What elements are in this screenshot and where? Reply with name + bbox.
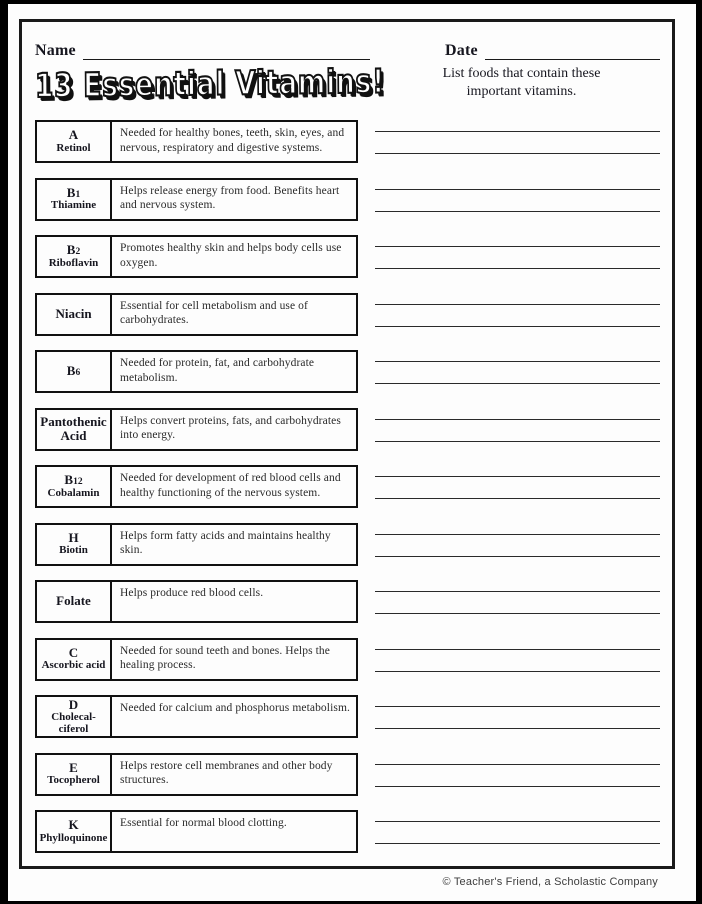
- instruction-line-1: List foods that contain these: [442, 66, 601, 81]
- vitamin-row: [35, 523, 660, 566]
- vitamin-description-cell: Needed for protein, fat, and carbohydrate metabolism.: [120, 357, 315, 384]
- answer-line[interactable]: [375, 293, 660, 305]
- vitamin-chemical-name: Thiamine: [50, 199, 97, 212]
- vitamin-name-cell: [37, 122, 112, 161]
- answer-line[interactable]: [375, 420, 660, 442]
- vitamin-row: [35, 408, 660, 451]
- vitamin-chemical-name: Retinol: [56, 141, 91, 154]
- vitamin-row: [35, 695, 660, 738]
- vitamin-symbol: Niacin: [55, 305, 92, 321]
- vitamin-description-cell: Promotes healthy skin and helps body cells use oxygen.: [120, 242, 342, 269]
- vitamin-description-cell: Needed for calcium and phosphorus metabolism.: [120, 702, 350, 714]
- vitamin-box: [35, 465, 358, 508]
- name-field: [35, 42, 370, 60]
- vitamin-box: [35, 638, 358, 681]
- vitamin-symbol: B2: [66, 242, 81, 258]
- vitamin-box: [35, 120, 358, 163]
- vitamin-description-cell: Needed for healthy bones, teeth, skin, eyes, and nervous, respiratory and digestive systems.: [120, 127, 345, 154]
- vitamin-box: [35, 293, 358, 336]
- date-field: [445, 42, 660, 60]
- header-row: [35, 36, 660, 60]
- vitamin-row: [35, 465, 660, 508]
- answer-line[interactable]: [375, 190, 660, 212]
- copyright-text: © Teacher's Friend, a Scholastic Company: [442, 876, 658, 888]
- date-input-line[interactable]: [485, 42, 660, 60]
- vitamin-description-cell: Helps convert proteins, fats, and carbohydrates into energy.: [120, 414, 341, 442]
- vitamin-description-cell: Helps restore cell membranes and other body structures.: [120, 759, 333, 787]
- vitamin-name-cell: [37, 467, 112, 506]
- vitamin-symbol: B12: [64, 472, 83, 488]
- vitamin-name-cell: [37, 697, 112, 736]
- answer-line[interactable]: [375, 477, 660, 499]
- answer-line[interactable]: [375, 707, 660, 729]
- vitamin-subscript: 6: [75, 368, 81, 379]
- vitamin-name-cell: [37, 295, 112, 334]
- page-title: 13 Essential Vitamins!: [34, 61, 386, 105]
- answer-line[interactable]: [375, 523, 660, 535]
- vitamin-symbol: Folate: [56, 593, 91, 609]
- vitamin-name-cell: [37, 640, 112, 679]
- answer-line[interactable]: [375, 132, 660, 154]
- vitamin-name-cell: [37, 582, 112, 621]
- answer-line[interactable]: [375, 247, 660, 269]
- vitamin-symbol: B6: [66, 363, 81, 379]
- vitamin-row: [35, 638, 660, 681]
- vitamin-symbol: E: [69, 759, 78, 775]
- answer-line[interactable]: [375, 178, 660, 190]
- answer-line[interactable]: [375, 235, 660, 247]
- answer-line[interactable]: [375, 650, 660, 672]
- vitamin-symbol: K: [68, 817, 79, 833]
- answer-lines: [375, 293, 660, 336]
- vitamin-chemical-name: Cobalamin: [47, 486, 100, 499]
- answer-lines: [375, 753, 660, 796]
- answer-line[interactable]: [375, 580, 660, 592]
- vitamin-description-cell: Needed for sound teeth and bones. Helps the healing process.: [120, 644, 330, 672]
- vitamin-box: [35, 178, 358, 221]
- vitamin-chemical-name: Phylloquinone: [39, 831, 108, 844]
- name-label: Name: [35, 42, 76, 59]
- vitamin-description-cell: Helps release energy from food. Benefits heart and nervous system.: [120, 184, 340, 212]
- vitamin-chemical-name: Cholecal-ciferol: [51, 710, 96, 735]
- vitamin-box: [35, 408, 358, 451]
- vitamin-box: [35, 523, 358, 566]
- answer-line[interactable]: [375, 810, 660, 822]
- vitamin-name-cell: [37, 525, 112, 564]
- vitamin-symbol: B1: [66, 184, 81, 200]
- vitamin-row: [35, 350, 660, 393]
- vitamin-name-cell: [37, 180, 112, 219]
- answer-lines: [375, 235, 660, 278]
- answer-lines: [375, 810, 660, 853]
- vitamin-subscript: 2: [75, 247, 81, 258]
- vitamin-name-cell: [37, 352, 112, 391]
- vitamin-row: [35, 810, 660, 853]
- answer-lines: [375, 695, 660, 738]
- vitamin-description-cell: Needed for development of red blood cells and healthy functioning of the nervous system.: [120, 472, 341, 499]
- answer-lines: [375, 523, 660, 566]
- answer-line[interactable]: [375, 408, 660, 420]
- vitamin-name-cell: [37, 237, 112, 276]
- title-row: [35, 62, 660, 114]
- worksheet-border-box: [19, 19, 675, 869]
- vitamin-box: [35, 350, 358, 393]
- vitamin-box: [35, 810, 358, 853]
- vitamin-chemical-name: Ascorbic acid: [41, 659, 106, 672]
- vitamin-subscript: 12: [73, 477, 83, 488]
- vitamin-box: [35, 753, 358, 796]
- answer-lines: [375, 580, 660, 623]
- vitamin-name-cell: [37, 410, 112, 449]
- answer-line[interactable]: [375, 305, 660, 327]
- vitamin-description-cell: Essential for normal blood clotting.: [120, 817, 287, 829]
- answer-lines: [375, 178, 660, 221]
- worksheet-paper: [8, 4, 696, 901]
- answer-line[interactable]: [375, 362, 660, 384]
- answer-line[interactable]: [375, 592, 660, 614]
- answer-lines: [375, 408, 660, 451]
- answer-lines: [375, 120, 660, 163]
- vitamin-row: [35, 120, 660, 163]
- instruction-line-2: important vitamins.: [466, 83, 577, 99]
- name-input-line[interactable]: [83, 42, 370, 60]
- vitamin-symbol: C: [68, 644, 79, 660]
- vitamin-subscript: 1: [75, 189, 81, 200]
- answer-lines: [375, 638, 660, 681]
- vitamin-symbol: H: [68, 529, 79, 545]
- date-label: Date: [445, 42, 478, 59]
- vitamin-box: [35, 580, 358, 623]
- vitamin-row: [35, 293, 660, 336]
- vitamin-symbol: D: [68, 696, 79, 712]
- answer-lines: [375, 350, 660, 393]
- answer-line[interactable]: [375, 465, 660, 477]
- vitamin-description-cell: Helps produce red blood cells.: [120, 587, 264, 599]
- vitamin-chemical-name: Riboflavin: [48, 256, 99, 269]
- vitamin-table: [35, 120, 660, 853]
- answer-line[interactable]: [375, 822, 660, 844]
- vitamin-box: [35, 695, 358, 738]
- vitamin-chemical-name: Biotin: [59, 544, 88, 557]
- answer-line[interactable]: [375, 695, 660, 707]
- vitamin-row: [35, 178, 660, 221]
- vitamin-row: [35, 235, 660, 278]
- answer-line[interactable]: [375, 753, 660, 765]
- vitamin-name-cell: [37, 812, 112, 851]
- answer-line[interactable]: [375, 638, 660, 650]
- answer-line[interactable]: [375, 765, 660, 787]
- vitamin-symbol: Pantothenic Acid: [40, 413, 107, 443]
- instruction-text: [383, 62, 660, 114]
- vitamin-symbol: A: [68, 127, 79, 143]
- vitamin-description-cell: Essential for cell metabolism and use of carbohydrates.: [120, 299, 308, 327]
- answer-lines: [375, 465, 660, 508]
- vitamin-description-cell: Helps form fatty acids and maintains healthy skin.: [120, 529, 331, 557]
- answer-line[interactable]: [375, 535, 660, 557]
- answer-line[interactable]: [375, 350, 660, 362]
- vitamin-name-cell: [37, 755, 112, 794]
- vitamin-chemical-name: Tocopherol: [47, 774, 100, 787]
- vitamin-box: [35, 235, 358, 278]
- vitamin-row: [35, 753, 660, 796]
- vitamin-row: [35, 580, 660, 623]
- answer-line[interactable]: [375, 120, 660, 132]
